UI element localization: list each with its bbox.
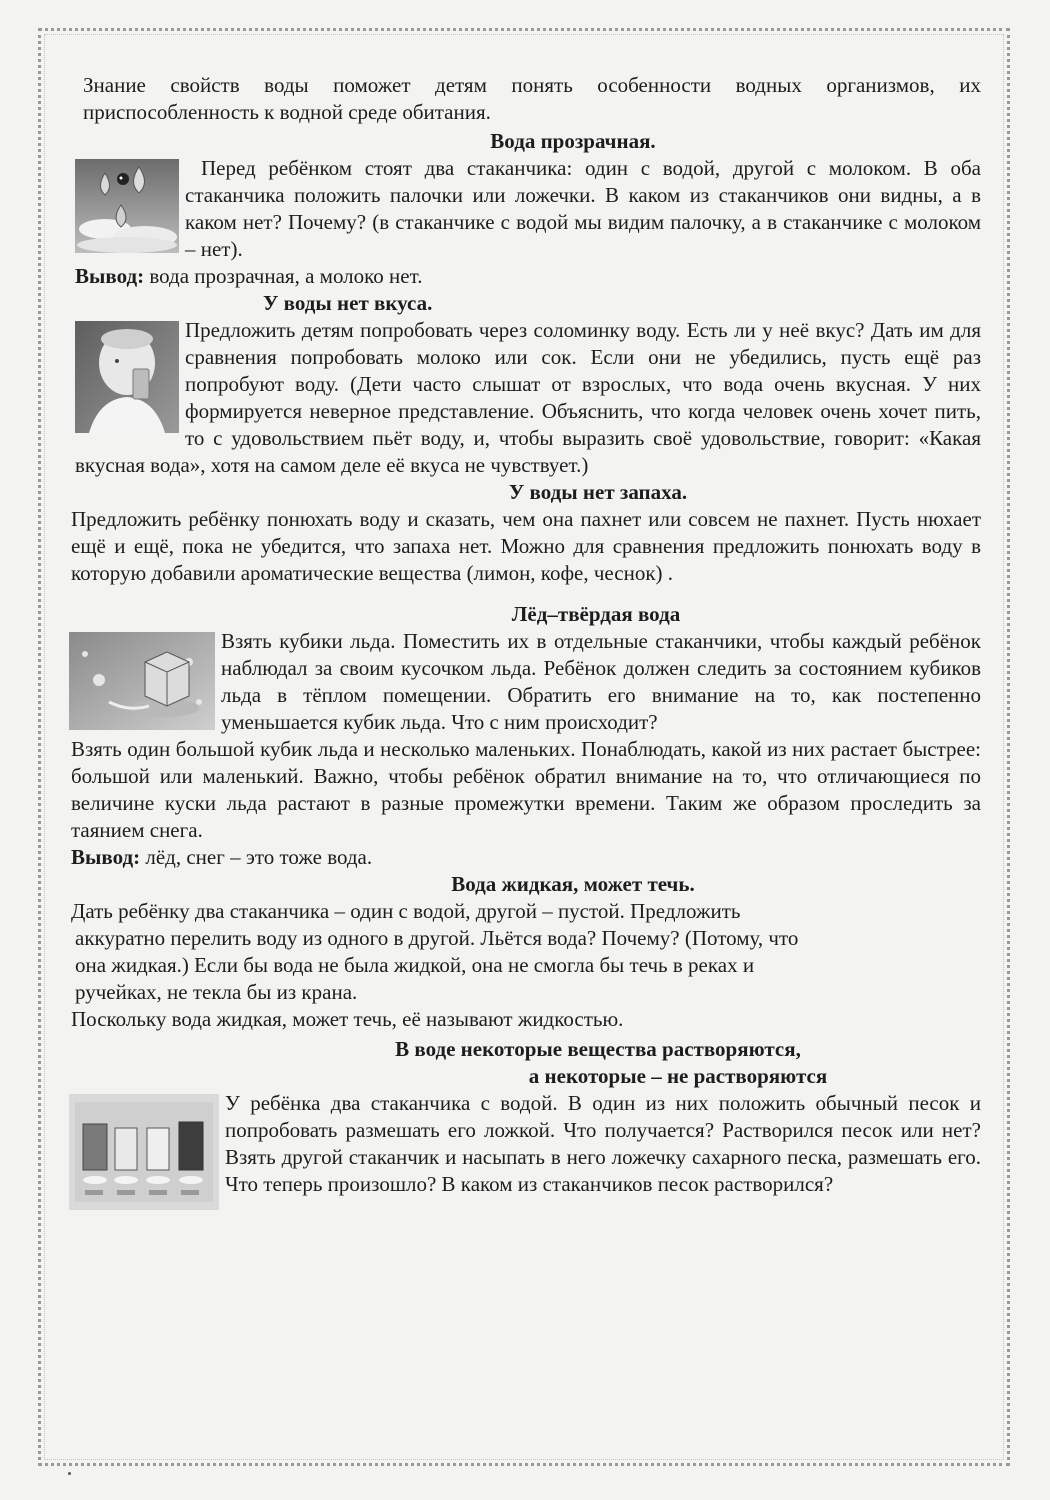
section-liquid-line: Поскольку вода жидкая, может течь, её называют жидкостью.: [71, 1007, 624, 1031]
glasses-experiment-image: [69, 1094, 219, 1210]
section-taste: [75, 317, 981, 479]
conclusion-ice: [71, 844, 981, 871]
section-heading-ice: Лёд–твёрдая вода: [511, 602, 681, 626]
section-ice: [71, 628, 981, 871]
section-ice-text2: Взять один большой кубик льда и несколько маленьких. Понаблюдать, какой из них растает быстрее: большой или маленький. Важно, чтобы ребёнок обратил внимание на то, что отличающиеся по величине куски льда растают в разные промежутки времени. Таким же образом проследить за таянием снега.: [71, 737, 981, 842]
section-liquid-line: аккуратно перелить воду из одного в другой. Льётся вода? Почему? (Потому, что: [75, 926, 799, 950]
conclusion-text: лёд, снег – это тоже вода.: [140, 845, 373, 869]
section-dissolve: [75, 1090, 981, 1214]
section-transparent: [75, 155, 981, 290]
section-heading-dissolve: В воде некоторые вещества растворяются,: [395, 1037, 801, 1061]
conclusion-transparent: [75, 263, 981, 290]
child-drinking-image: [75, 321, 179, 433]
water-drops-image: [75, 159, 179, 253]
section-heading-taste: У воды нет вкуса.: [263, 291, 433, 315]
section-liquid: [71, 898, 981, 1033]
section-heading-liquid: Вода жидкая, может течь.: [451, 872, 695, 896]
section-heading-dissolve-line2: а некоторые – не растворяются: [528, 1064, 828, 1088]
section-liquid-line: ручейках, не текла бы из крана.: [75, 980, 358, 1004]
intro-paragraph: Знание свойств воды поможет детям понять особенности водных организмов, их приспособленность к водной среде обитания.: [83, 73, 981, 124]
section-heading-transparent: Вода прозрачная.: [490, 129, 656, 153]
section-liquid-line: она жидкая.) Если бы вода не была жидкой, она не смогла бы течь в реках и: [75, 953, 755, 977]
section-liquid-line: Дать ребёнку два стаканчика – один с водой, другой – пустой. Предложить: [71, 899, 741, 923]
section-heading-smell: У воды нет запаха.: [508, 480, 688, 504]
conclusion-label: Вывод:: [75, 264, 145, 288]
section-dissolve-text: У ребёнка два стаканчика с водой. В один из них положить обычный песок и попробовать размешать его ложкой. Что получается? Растворился песок или нет? Взять другой стаканчик и насыпать в него ложечку сахарного песка, размешать его. Что теперь произошло? В каком из стаканчиков песок растворился?: [225, 1091, 981, 1196]
ice-cube-image: [69, 632, 215, 730]
section-taste-text: Предложить детям попробовать через соломинку воду. Есть ли у неё вкус? Дать им для сравнения попробовать молоко или сок. Если они не убедились, пусть ещё раз попробуют воду. (Дети часто слышат от взрослых, что вода очень вкусная. У них формируется неверное представление. Объяснить, что когда человек очень хочет пить, то с удовольствием пьёт воду, и, чтобы выразить своё удовольствие, говорит: «Какая вкусная вода», хотя на самом деле её вкуса не чувствует.): [75, 318, 981, 477]
scan-artifact-dot: [68, 1472, 71, 1475]
section-smell-text: Предложить ребёнку понюхать воду и сказать, чем она пахнет или совсем не пахнет. Пусть нюхает ещё и ещё, пока не убедится, что запаха нет. Можно для сравнения предложить понюхать воду в которую добавили ароматические вещества (лимон, кофе, чеснок) .: [71, 507, 981, 585]
document-body: [71, 72, 981, 1214]
conclusion-label: Вывод:: [71, 845, 141, 869]
section-transparent-text: Перед ребёнком стоят два стаканчика: один с водой, другой с молоком. В оба стаканчика положить палочки или ложечки. В каком из стаканчиков они видны, а в каком нет? Почему? (в стаканчике с водой мы видим палочку, а в стаканчике с молоком – нет).: [185, 156, 981, 261]
conclusion-text: вода прозрачная, а молоко нет.: [144, 264, 423, 288]
section-ice-text: Взять кубики льда. Поместить их в отдельные стаканчики, чтобы каждый ребёнок наблюдал за своим кусочком льда. Ребёнок должен следить за состоянием кубиков льда в тёплом помещении. Обратить его внимание на то, как постепенно уменьшается кубик льда. Что с ним происходит?: [221, 629, 981, 734]
